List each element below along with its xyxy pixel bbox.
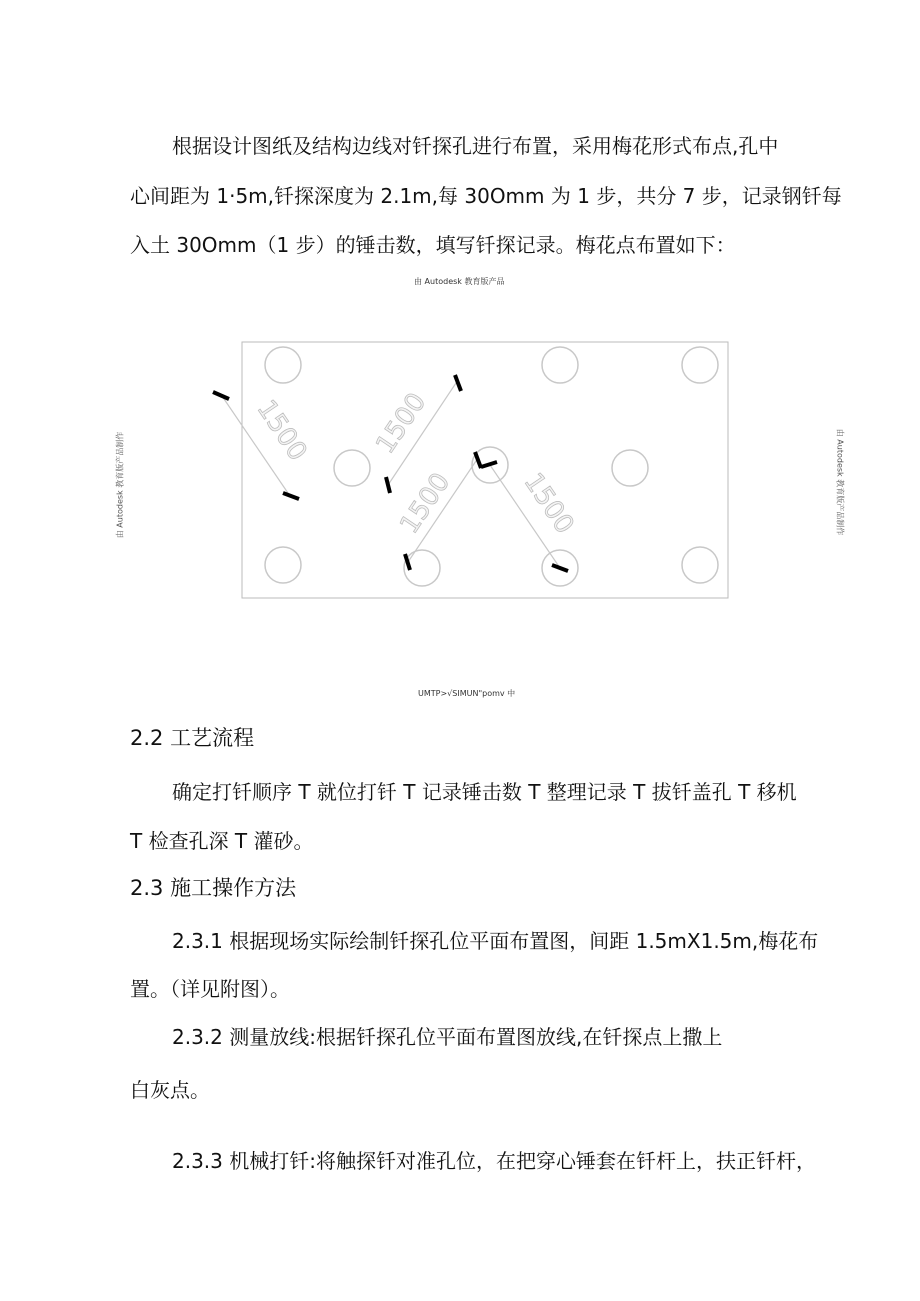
tick-mark <box>213 392 229 399</box>
figure-watermark-right: 由 Autodesk 教育版产品制作 <box>835 428 845 536</box>
tick-mark <box>481 462 497 467</box>
figure-watermark-top: 由 Autodesk 教育版产品 <box>414 277 505 286</box>
section-2-2-line-2: T 检查孔深 T 灌砂。 <box>130 829 314 853</box>
section-2-3-2-line-1: 2.3.2 测量放线:根据钎探孔位平面布置图放线,在钎探点上撒上 <box>172 1025 723 1049</box>
dimension-label: 1500 <box>370 387 433 460</box>
probe-hole <box>334 450 370 486</box>
tick-mark <box>455 375 461 391</box>
probe-hole <box>542 347 578 383</box>
intro-line-1: 根据设计图纸及结构边线对钎探孔进行布置，采用梅花形式布点,孔中 <box>172 134 779 158</box>
dimension-label: 1500 <box>517 467 580 540</box>
tick-mark <box>405 554 410 570</box>
dimension-labels <box>251 388 580 540</box>
intro-line-2: 心间距为 1·5m,钎探深度为 2.1m,每 30Omm 为 1 步，共分 7 步，记录钢钎每 <box>130 184 842 208</box>
section-2-2-line-1: 确定打钎顺序 T 就位打钎 T 记录锤击数 T 整理记录 T 拔钎盖孔 T 移机 <box>172 780 797 804</box>
probe-hole <box>265 347 301 383</box>
intro-line-3: 入土 30Omm（1 步）的锤击数，填写钎探记录。梅花点布置如下： <box>130 233 736 257</box>
probe-hole <box>612 450 648 486</box>
section-2-3-3-line-1: 2.3.3 机械打钎:将触探钎对准孔位，在把穿心锤套在钎杆上，扶正钎杆， <box>172 1149 816 1173</box>
tick-mark <box>552 565 568 571</box>
plum-blossom-layout-diagram <box>200 330 740 610</box>
figure-caption: UMTP>√SIMUN"pomv 中 <box>418 689 516 698</box>
section-2-3-1-line-2: 置。（详见附图）。 <box>130 977 290 1001</box>
section-2-3-1-line-1: 2.3.1 根据现场实际绘制钎探孔位平面布置图，间距 1.5mX1.5m,梅花布 <box>172 929 819 953</box>
tick-mark <box>386 477 390 493</box>
figure-watermark-left: 由 Autodesk 教育版产品制作 <box>115 431 125 539</box>
section-2-2-heading: 2.2 工艺流程 <box>130 726 255 750</box>
probe-hole <box>682 347 718 383</box>
tick-mark <box>283 493 299 499</box>
section-2-3-heading: 2.3 施工操作方法 <box>130 876 297 900</box>
section-2-3-2-line-2: 白灰点。 <box>130 1078 210 1102</box>
dimension-label: 1500 <box>394 467 457 540</box>
probe-hole <box>682 547 718 583</box>
probe-hole <box>265 547 301 583</box>
dimension-label: 1500 <box>250 394 313 467</box>
layout-boundary <box>242 342 728 598</box>
tick-mark <box>475 452 481 468</box>
